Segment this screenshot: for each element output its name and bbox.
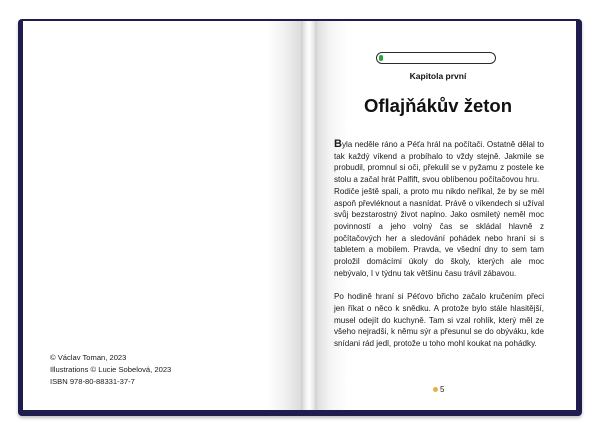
reading-progress-fill bbox=[379, 55, 383, 61]
book-spine bbox=[301, 21, 317, 410]
paragraph-1 bbox=[334, 139, 544, 186]
chapter-label: Kapitola první bbox=[409, 71, 467, 81]
paragraph-1-text: yla neděle ráno a Péťa hrál na počítači. Ostatně dělal to tak každý víkend a probíhalo to vždy stejně. Jakmile se probudil, promnul si oči, překulil se v pyžamu z postele ke stolu a začal hrát Palfift, svou oblíbenou počítačovou hru. bbox=[334, 140, 544, 185]
drop-cap: B bbox=[334, 138, 342, 150]
paragraph-3: Po hodině hraní si Péťovo břicho začalo kručením přeci jen říkat o něco k snědku. A protože bylo stále hlasitější, musel odejít do kuchyně. Tam si vzal rohlík, který měl ze všeho nejradši, k němu sýr a přesunul se do obýváku, kde snídani rád jedl, protože u toho mohl koukat na pohádky. bbox=[334, 292, 544, 348]
page-number-value: 5 bbox=[440, 385, 445, 394]
paragraph-2: Rodiče ještě spali, a proto mu nikdo neříkal, že by se měl aspoň převléknout a nasnídat. Právě o víkendech si užíval svůj bezstarostný život naplno. Jako osmiletý neměl moc povinností a jeho volný čas se skládal hlavně z počítačových her a sledování pohádek nebo hraní si s tabletem a mobilem. Pravda, ve všední dny to sem tam proložil domácími úkoly do školy, kterých ale moc nebývalo, I v týdnu tak většinu času trávil zábavou. bbox=[334, 186, 544, 278]
chapter-body-text bbox=[334, 139, 544, 350]
page-dot-icon bbox=[433, 387, 438, 392]
page-number bbox=[433, 385, 444, 394]
left-page bbox=[23, 21, 301, 410]
imprint bbox=[50, 352, 171, 388]
imprint-author: © Václav Toman, 2023 bbox=[50, 353, 127, 362]
chapter-title: Oflajňákův žeton bbox=[363, 95, 513, 116]
imprint-illustrations: Illustrations © Lucie Sobelová, 2023 bbox=[50, 365, 172, 374]
reading-progress-bar bbox=[376, 52, 496, 64]
imprint-isbn: ISBN 978-80-88331-37-7 bbox=[50, 377, 135, 386]
